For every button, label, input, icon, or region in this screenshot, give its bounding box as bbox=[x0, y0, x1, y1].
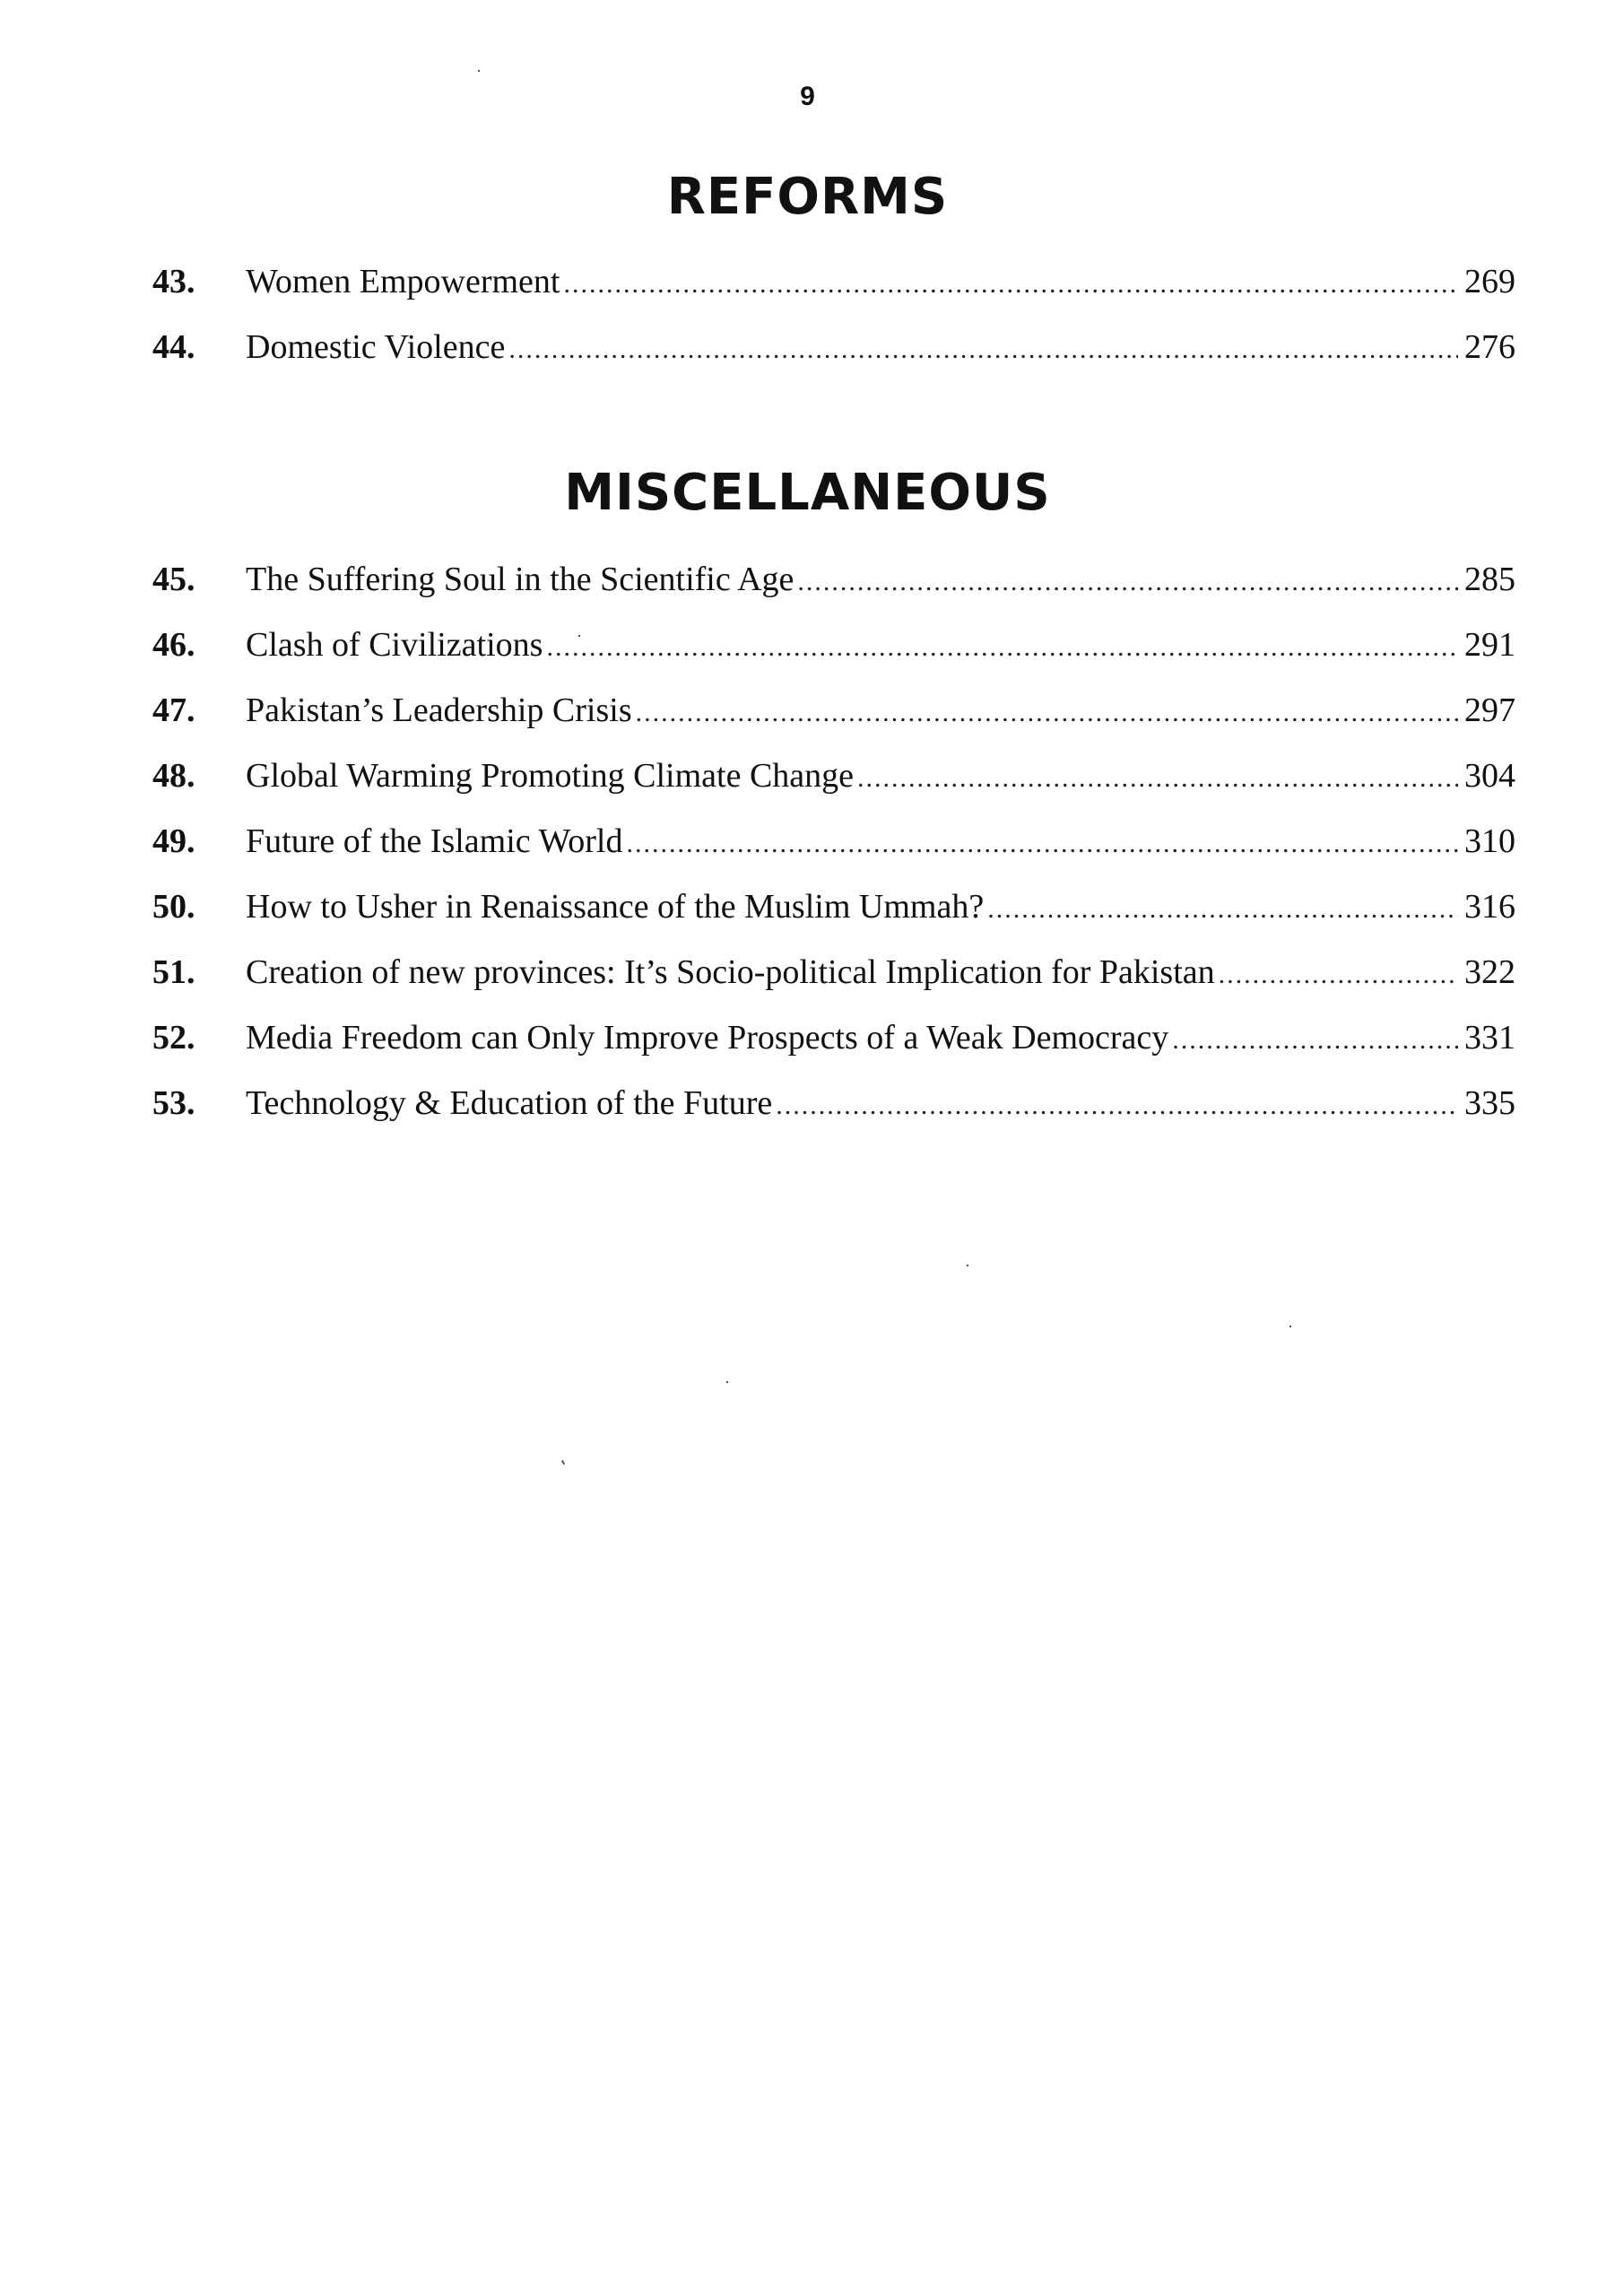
toc-entry-53[interactable] bbox=[152, 1071, 1515, 1136]
toc-entry-48[interactable] bbox=[152, 744, 1515, 809]
entry-title: Technology & Education of the Future bbox=[246, 1084, 773, 1122]
entry-page: 297 bbox=[1464, 691, 1515, 729]
page-number: 9 bbox=[800, 82, 815, 111]
entry-number: 45. bbox=[152, 561, 195, 598]
section-title: REFORMS bbox=[666, 168, 949, 226]
section-reforms bbox=[0, 161, 1615, 380]
toc-entry-50[interactable] bbox=[152, 874, 1515, 940]
scan-speck bbox=[578, 635, 580, 637]
entry-page: 331 bbox=[1464, 1019, 1515, 1057]
section-miscellaneous bbox=[0, 457, 1615, 1136]
toc-entry-45[interactable] bbox=[152, 547, 1515, 613]
entry-page: 316 bbox=[1464, 888, 1515, 926]
toc-entry-47[interactable] bbox=[152, 678, 1515, 744]
dot-leader bbox=[508, 317, 1458, 382]
entry-number: 48. bbox=[152, 757, 195, 795]
dot-leader bbox=[627, 811, 1459, 876]
scan-speck bbox=[967, 1265, 968, 1266]
entry-number: 47. bbox=[152, 691, 195, 729]
entry-page: 285 bbox=[1464, 561, 1515, 598]
entry-title: Women Empowerment bbox=[246, 263, 560, 300]
scan-speck bbox=[478, 70, 480, 72]
dot-leader bbox=[546, 614, 1458, 680]
entry-number: 52. bbox=[152, 1019, 195, 1057]
toc-entry-51[interactable] bbox=[152, 940, 1515, 1005]
entry-number: 44. bbox=[152, 328, 195, 366]
entry-page: 291 bbox=[1464, 626, 1515, 664]
dot-leader bbox=[563, 251, 1458, 317]
entry-page: 335 bbox=[1464, 1084, 1515, 1122]
dot-leader bbox=[636, 680, 1458, 745]
entry-page: 269 bbox=[1464, 263, 1515, 300]
entry-page: 322 bbox=[1464, 953, 1515, 991]
toc-list bbox=[152, 249, 1515, 380]
dot-leader bbox=[987, 876, 1458, 942]
entry-title: Domestic Violence bbox=[246, 328, 506, 366]
entry-title: Pakistan’s Leadership Crisis bbox=[246, 691, 632, 729]
entry-number: 46. bbox=[152, 626, 195, 664]
toc-entry-43[interactable] bbox=[152, 249, 1515, 315]
entry-title: How to Usher in Renaissance of the Muslim Ummah? bbox=[246, 888, 985, 926]
dot-leader bbox=[797, 549, 1458, 614]
toc-entry-49[interactable] bbox=[152, 809, 1515, 874]
entry-title: Media Freedom can Only Improve Prospects of a Weak Democracy bbox=[246, 1019, 1169, 1057]
entry-title: Creation of new provinces: It’s Socio-political Implication for Pakistan bbox=[246, 953, 1215, 991]
entry-number: 53. bbox=[152, 1084, 195, 1122]
entry-title: Global Warming Promoting Climate Change bbox=[246, 757, 855, 795]
toc-entry-46[interactable] bbox=[152, 613, 1515, 678]
scan-speck bbox=[1289, 1326, 1291, 1327]
entry-number: 49. bbox=[152, 822, 195, 860]
toc-list bbox=[152, 547, 1515, 1136]
entry-title: The Suffering Soul in the Scientific Age bbox=[246, 561, 794, 598]
dot-leader bbox=[776, 1073, 1458, 1138]
entry-page: 310 bbox=[1464, 822, 1515, 860]
entry-number: 43. bbox=[152, 263, 195, 300]
entry-number: 50. bbox=[152, 888, 195, 926]
entry-page: 304 bbox=[1464, 757, 1515, 795]
entry-title: Clash of Civilizations bbox=[246, 626, 543, 664]
scan-speck bbox=[561, 1460, 565, 1465]
section-title: MISCELLANEOUS bbox=[564, 464, 1051, 522]
scan-speck bbox=[726, 1381, 728, 1383]
dot-leader bbox=[1172, 1007, 1458, 1073]
toc-entry-52[interactable] bbox=[152, 1005, 1515, 1071]
entry-page: 276 bbox=[1464, 328, 1515, 366]
entry-number: 51. bbox=[152, 953, 195, 991]
dot-leader bbox=[857, 745, 1458, 811]
toc-entry-44[interactable] bbox=[152, 315, 1515, 380]
entry-title: Future of the Islamic World bbox=[246, 822, 623, 860]
dot-leader bbox=[1219, 942, 1458, 1007]
